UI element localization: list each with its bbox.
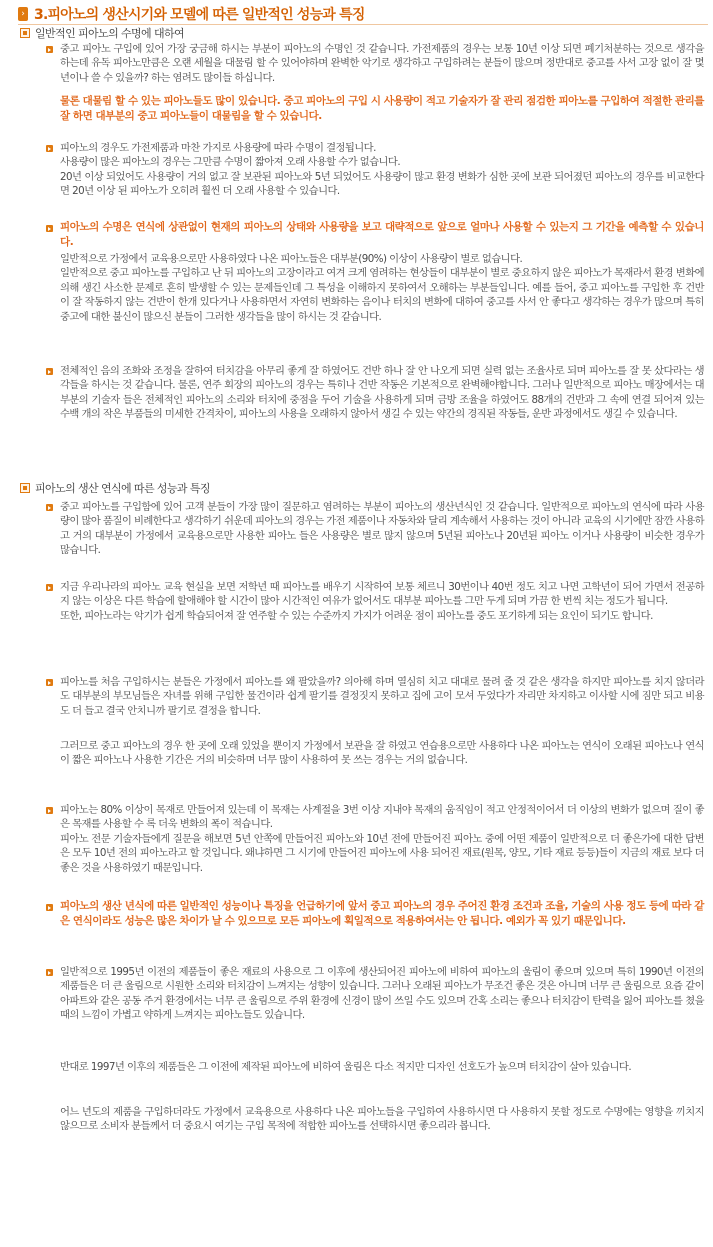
list-bullet-icon	[46, 807, 53, 814]
paragraph: 피아노는 80% 이상이 목재로 만들어져 있는데 이 목재는 사계절을 3번 이상 지내야 목재의 움직임이 적고 안정적이어서 더 이상의 변화가 없으며 질이 좋은 목재를 사용할 수 록 더욱 변화의 폭이 적습니다. 피아노 전문 기술자들에게 질문을 해보면 5년 안쪽에 만들어진 피아노와 10년 전에 만들어진 피아노 중에 어떤 제품이 일반적으로 더 좋은가에 대한 답변은 모두 10년 전의 피아노라고 할 것입니다. 왜냐하면 그 시기에 만들어진 피아노에 사용 되어진 재료(원목, 양모, 기타 재료 등등)들이 지금의 재료 보다 더 좋은 것을 사용하였기 때문입니다.	[60, 804, 704, 874]
list-bullet-icon	[46, 368, 53, 375]
list-bullet-icon	[46, 969, 53, 976]
list-bullet-icon	[46, 225, 53, 232]
list-bullet-icon	[46, 504, 53, 511]
list-bullet-icon	[46, 679, 53, 686]
section-heading-year: 피아노의 생산 연식에 따른 성능과 특징	[20, 481, 210, 495]
paragraph: 일반적으로 1995년 이전의 제품들이 좋은 재료의 사용으로 그 이후에 생산되어진 피아노에 비하여 피아노의 울림이 좋으며 있으며 특히 1990년 이전의 제품들은 더 큰 울림으로 시원한 소리와 터치감이 느껴지는 성향이 있습니다. 그러나 오래된 피아노가 무조건 좋은 것은 아니며 너무 큰 울림으로 요즘 같이 아파트와 같은 공동 주거 환경에서는 너무 큰 울림으로 주위 환경에 신경이 많이 쓰일 수도 있으며 간혹 소리는 좋으나 터치감이 탄력을 잃어 피아노를 쳤을 때의 느낌이 가볍고 약하게 느껴지는 피아노들도 있습니다.	[60, 966, 704, 1022]
list-bullet-icon	[46, 46, 53, 53]
highlight-paragraph: 피아노의 수명은 연식에 상관없이 현재의 피아노의 상태와 사용량을 보고 대략적으로 앞으로 얼마나 사용할 수 있는지 그 기간을 예측할 수 있습니다.	[60, 221, 704, 248]
list-bullet-icon	[46, 904, 53, 911]
paragraph: 반대로 1997년 이후의 제품들은 그 이전에 제작된 피아노에 비하여 울림은 다소 적지만 디자인 선호도가 높으며 터치감이 살아 있습니다.	[60, 1061, 632, 1073]
paragraph: 어느 년도의 제품을 구입하더라도 가정에서 교육용으로 사용하다 나온 피아노들을 구입하여 사용하시면 다 사용하지 못할 정도로 수명에는 영향을 끼치지 않으므로 소비자 분들께서 더 중요시 여기는 구입 목적에 적합한 피아노를 선택하시면 좋으리라 봅니다.	[60, 1106, 704, 1133]
page-title	[18, 2, 708, 26]
paragraph: 피아노의 경우도 가전제품과 마찬 가지로 사용량에 따라 수명이 결정됩니다. 사용량이 많은 피아노의 경우는 그만큼 수명이 짧아져 오래 사용할 수가 없습니다. 20년 이상 되었어도 사용량이 거의 없고 잘 보관된 피아노와 5년 되었어도 사용량이 많고 환경 변화가 심한 곳에 보관 되어졌던 피아노의 경우를 비교한다면 20년 이상 된 피아노가 오히려 훨씬 더 오래 사용할 수 있습니다.	[60, 142, 704, 198]
paragraph: 지금 우리나라의 피아노 교육 현실을 보면 저학년 때 피아노를 배우기 시작하여 보통 체르니 30번이나 40번 정도 치고 나면 고학년이 되어 가면서 전공하지 않는 이상은 다른 학습에 할애해야 할 시간이 많아 시간적인 여유가 없어서도 대부분 피아노를 그만 두게 되며 가끔 한 번씩 치는 정도가 됩니다. 또한, 피아노라는 악기가 쉽게 학습되어져 잘 연주할 수 있는 수준까지 가지가 어려운 점이 피아노를 중도 포기하게 되는 요인이 되기도 합니다.	[60, 581, 704, 622]
section-bullet-icon	[20, 28, 30, 38]
paragraph: 중고 피아노 구입에 있어 가장 궁금해 하시는 부분이 피아노의 수명인 것 같습니다. 가전제품의 경우는 보통 10년 이상 되면 폐기처분하는 것으로 생각을 하는데 유독 피아노만큼은 오랜 세월을 대물림 할 수 있어야하며 완벽한 악기로 생각하고 구입하려는 분들이 많으며 정반대로 중고를 사서 고장 없이 잘 몇 년이나 쓸 수 있을까? 하는 염려도 많이들 하십니다.	[60, 43, 704, 84]
paragraph: 그러므로 중고 피아노의 경우 한 곳에 오래 있었을 뿐이지 가정에서 보관을 잘 하였고 연습용으로만 사용하다 나온 피아노는 연식이 오래된 피아노나 연식이 짧은 피아노나 사용한 기간은 거의 비슷하며 너무 많이 사용하여 못 쓰는 경우는 거의 없습니다.	[60, 740, 704, 767]
section-bullet-icon	[20, 483, 30, 493]
paragraph: 일반적으로 가정에서 교육용으로만 사용하였다 나온 피아노들은 대부분(90%) 이상이 사용량이 별로 없습니다. 일반적으로 중고 피아노를 구입하고 난 뒤 피아노의 고장이라고 여겨 크게 염려하는 현상들이 대부분이 별로 중요하지 않은 피아노가 목재라서 환경 변화에 의해 생긴 사소한 문제로 흔히 발생할 수 있는 문제들인데 그 특성을 이해하지 못하여서 오해하는 부분들입니다. 예를 들어, 중고 피아노를 구입한 후 건반이 잘 작동하지 않는 건반이 한개 있다거나 사용하면서 자연히 변화하는 음이나 터치의 변화에 대하여 중고를 사서 안 좋다고 생각하는 경우가 많으며 특히 중고에 대한 불신이 많으신 분들이 그러한 생각들을 많이 하시는 것 같습니다.	[60, 253, 704, 323]
title-arrow-icon: ›	[18, 7, 28, 21]
paragraph: 중고 피아노를 구입함에 있어 고객 분들이 가장 많이 질문하고 염려하는 부분이 피아노의 생산년식인 것 같습니다. 일반적으로 피아노의 연식에 따라 사용량이 많아 품질이 비례한다고 생각하기 쉬운데 피아노의 경우는 가전 제품이나 자동차와 달리 계속해서 사용하는 것이 아니라 교육의 시기에만 잠깐 사용하고 거의 대부분이 가정에서 교육용으로만 사용한 피아노 들은 사용량은 별로 많지 않으며 5년된 피아노나 20년된 피아노 이거나 사용량이 비슷한 경우가 많습니다.	[60, 501, 704, 557]
list-bullet-icon	[46, 145, 53, 152]
paragraph: 피아노를 처음 구입하시는 분들은 가정에서 피아노를 왜 팔았을까? 의아해 하며 열심히 치고 대대로 물려 줄 것 같은 생각을 하지만 피아노를 치지 않더라도 대부분의 부모님들은 자녀를 위해 구입한 물건이라 쉽게 팔기를 결정짓지 못하고 집에 고이 모셔 두었다가 자리만 차지하고 이사할 시에 짐만 되고 비용도 더 들고 결국 안치니까 팔기로 결정을 합니다.	[60, 676, 704, 717]
section-heading-lifespan: 일반적인 피아노의 수명에 대하여	[20, 26, 184, 40]
paragraph: 전체적인 음의 조화와 조정을 잘하여 터치감을 아무리 좋게 잘 하였어도 건반 하나 잘 안 나오게 되면 실력 없는 조율사로 되며 피아노를 잘 못 샀다라는 생각들을 하시는 것 같습니다. 물론, 연주 회장의 피아노의 경우는 특히나 건반 작동은 기본적으로 완벽해야합니다. 그러나 일반적으로 피아노 매장에서는 대부분의 기술자 들은 전체적인 피아노의 소리와 터치에 중점을 두어 기술을 사용하게 되며 금방 조율을 하였어도 88개의 건반과 그 속에 연결 되어져 있는 수백 개의 작은 부품들의 미세한 간격차이, 피아노의 사용을 오래하지 않아서 생길 수 있는 약간의 경직된 작동들, 운반 과정에서도 생길 수 있습니다.	[60, 365, 704, 421]
highlight-paragraph: 물론 대물림 할 수 있는 피아노들도 많이 있습니다. 중고 피아노의 구입 시 사용량이 적고 기술자가 잘 관리 점검한 피아노를 구입하여 적절한 관리를 잘 하면 대부분의 중고 피아노들이 대물림을 할 수 있습니다.	[60, 95, 704, 122]
page-title-text: 3.피아노의 생산시기와 모델에 따른 일반적인 성능과 특징	[34, 7, 365, 23]
highlight-paragraph: 피아노의 생산 년식에 따른 일반적인 성능이나 특징을 언급하기에 앞서 중고 피아노의 경우 주어진 환경 조건과 조율, 기술의 사용 정도 등에 따라 같은 연식이라도 성능은 많은 차이가 날 수 있으므로 모든 피아노에 획일적으로 적용하여서는 안 됩니다. 예외가 꼭 있기 때문입니다.	[60, 900, 704, 927]
list-bullet-icon	[46, 584, 53, 591]
